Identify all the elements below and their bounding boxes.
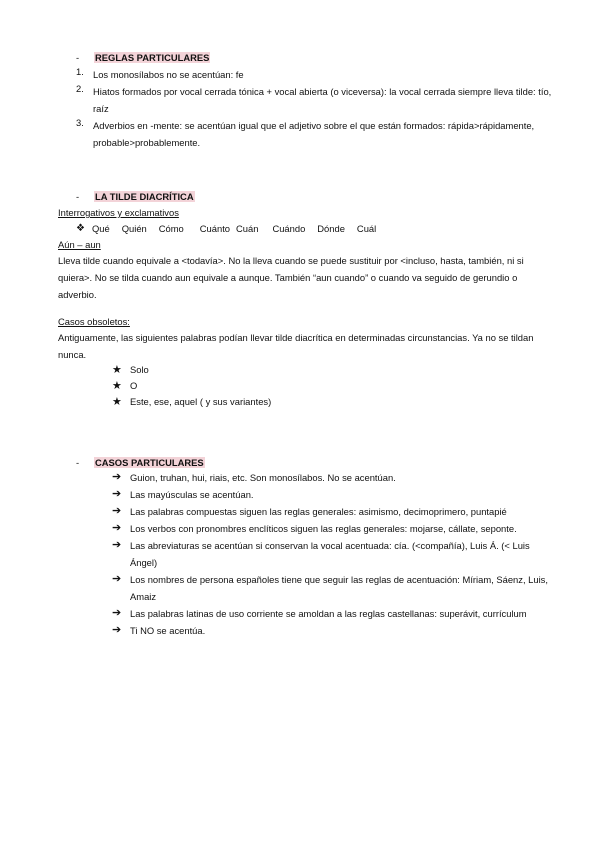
list-item [112,622,552,639]
item-text: Este, ese, aquel ( y sus variantes) [130,395,272,407]
item-number: 2. [76,83,84,94]
casos-list [112,469,552,639]
arrow-bullet-icon: ➔ [112,624,122,636]
item-text: Los nombres de persona españoles tiene que seguir las reglas de acentuación: Míriam, Sáenz, Luis, Amaiz [130,574,548,602]
aun-text: Lleva tilde cuando equivale a <todavía>. No la lleva cuando se puede sustituir por <incluso, hasta, también, ni si quiera>. No se tilda cuando aun equivale a aunque. También “aun cuando” o cuando va seguido de gerundio o adverbio. [58,255,524,300]
word: Cuán [236,222,259,234]
list-item [112,361,271,377]
arrow-bullet-icon: ➔ [112,573,122,585]
list-item [76,117,556,151]
item-text: Solo [130,363,149,375]
heading-dash: - [76,190,80,202]
section-heading-tilde [76,188,195,204]
arrow-bullet-icon: ➔ [112,522,122,534]
word: Qué [92,222,110,234]
arrow-bullet-icon: ➔ [112,471,122,483]
heading-title: REGLAS PARTICULARES [95,51,210,63]
word: Quién [121,222,147,234]
diamond-bullet-icon: ❖ [76,222,85,234]
item-number: 1. [76,66,84,77]
arrow-bullet-icon: ➔ [112,488,122,500]
star-bullet-icon: ★ [112,363,122,376]
aun-label: Aún – aun [58,239,101,250]
list-item [76,66,556,83]
item-text: Guion, truhan, hui, riais, etc. Son monosílabos. No se acentúan. [130,472,396,483]
word: Cuál [356,222,377,234]
obsoletos-list [112,361,271,409]
heading-title: LA TILDE DIACRÍTICA [95,190,194,202]
section-heading-reglas [76,49,210,65]
word: Dónde [317,222,345,234]
item-text: Ti NO se acentúa. [130,625,206,636]
word: Cuánto [199,222,231,234]
item-text: O [130,379,138,391]
section-heading-casos [76,454,205,470]
word: Cuándo [272,222,306,234]
item-text: Las palabras latinas de uso corriente se amoldan a las reglas castellanas: superávit, currículum [130,608,527,619]
list-item [112,520,552,537]
list-item [112,469,552,486]
list-item [112,393,271,409]
item-text: Las abreviaturas se acentúan si conservan la vocal acentuada: cía. (<compañía), Luis Á. (< Luis Ángel) [130,540,530,568]
list-item [76,83,556,117]
interrogativos-words [76,220,388,236]
item-text: Los verbos con pronombres enclíticos siguen las reglas generales: mojarse, cállate, seponte. [130,523,517,534]
list-item [112,537,552,571]
list-item [112,377,271,393]
star-bullet-icon: ★ [112,395,122,408]
item-text: Las palabras compuestas siguen las reglas generales: asimismo, decimoprimero, puntapié [130,506,507,517]
word: Cómo [158,222,184,234]
item-text: Los monosílabos no se acentúan: fe [93,69,244,80]
list-item [112,605,552,622]
list-item [112,503,552,520]
item-text: Las mayúsculas se acentúan. [130,489,254,500]
item-text: Adverbios en -mente: se acentúan igual que el adjetivo sobre el que están formados: rápida>rápidamente, probable>probablemente. [93,120,535,148]
item-number: 3. [76,117,84,128]
heading-title: CASOS PARTICULARES [95,456,204,468]
obsoletos-label: Casos obsoletos: [58,316,130,327]
heading-dash: - [76,456,80,468]
arrow-bullet-icon: ➔ [112,539,122,551]
list-item [112,486,552,503]
arrow-bullet-icon: ➔ [112,505,122,517]
heading-dash: - [76,51,80,63]
item-text: Hiatos formados por vocal cerrada tónica + vocal abierta (o viceversa): la vocal cerrada siempre lleva tilde: tío, raíz [93,86,552,114]
interrogativos-label: Interrogativos y exclamativos [58,207,179,218]
reglas-list [76,66,556,151]
list-item [112,571,552,605]
obsoletos-text: Antiguamente, las siguientes palabras podían llevar tilde diacrítica en determinadas circunstancias. Ya no se tildan nunca. [58,332,534,360]
arrow-bullet-icon: ➔ [112,607,122,619]
star-bullet-icon: ★ [112,379,122,392]
